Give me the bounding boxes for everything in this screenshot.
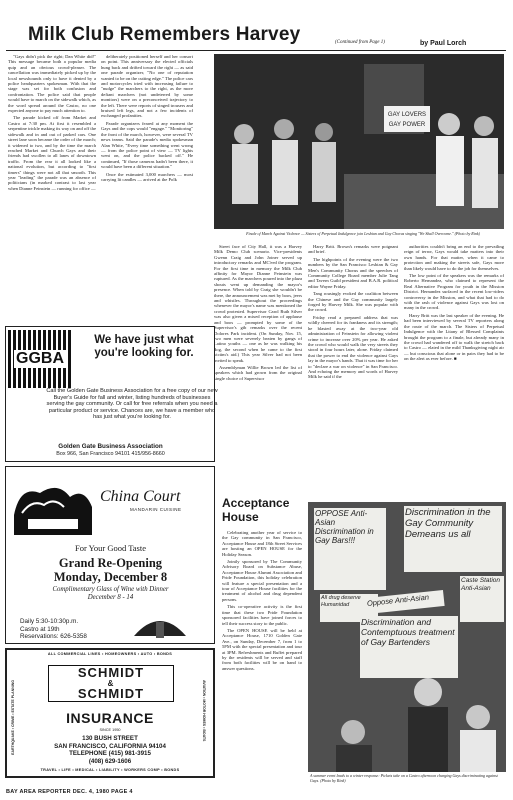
insurance-address: 130 BUSH STREET SAN FRANCISCO, CALIFORNIA 94104 TELEPHONE (415) 981-3915 (408) 629-1606 [54,735,166,765]
picket-photo [308,502,506,772]
china-court-offer: Complimentary Glass of Wine with Dinner December 8 - 14 [52,586,169,602]
insurance-since: SINCE 1950 [99,728,121,732]
article-column-5 [404,244,504,496]
picket-sign: Oppose Anti-Asian [365,590,444,614]
picket-sign: Caste Station Anti-Asian [460,576,504,622]
paragraph: authorities couldn't bring an end to the prevailing reign of terror, Gays would take matters into their own hands. For that matter, when it came to protection and making the streets safe, Gays more than likely would have to do the job for themselves. [404,244,504,271]
paragraph: Once the estimated 3,000 marchers — most carrying lit candles — arrived at the Polk [101,171,193,182]
picket-sign: Discrimination and Contemptuous treatment of Gay Bartenders [360,616,458,678]
ggba-logo: GGBA [8,330,72,388]
page-footer: BAY AREA REPORTER DEC. 4, 1980 PAGE 4 [6,789,133,795]
header-rule [6,50,506,51]
svg-text:GAY LOVERS: GAY LOVERS [387,112,427,118]
ggba-address: Box 966, San Francisco 94101 415/956-8660 [56,451,165,457]
insurance-product: INSURANCE [66,710,154,726]
paragraph: Parade organizers feared at any moment the Gays and the cops would "engage." "Monitoring" the front of the march, however, were several TV news teams. Said the parade's media spokesman Alan White, "Every time something went wrong — from the police point of view — TV lights went on, and the police backed off." He continued, "If those cameras hadn't been there, it would have been a different situation." [101,120,193,170]
insurance-top-band: ALL COMMERCIAL LINES • HOMEOWNERS • AUTO • BONDS [47,652,173,656]
article-column-4 [308,244,398,496]
paragraph: "Gays didn't pick the right; Dan White did!" This message became both a popular media quip and an obvious crowd-pleaser. The cancellation was immediately picked up by the local newshounds only to have it denied by a police headquarters spokesman. With that the stage was set for both confusion and confrontation. The police said that people would have to march on the sidewalk which, as the word spread around the Castro, no one expected anyone to pay much attention to. [8,54,96,114]
article-column-2 [101,54,193,316]
insurance-brand: SCHMIDT & SCHMIDT [48,665,174,702]
paragraph: Tang rousingly evoked the coalition between the Chinese and the Gay community largely forged by Harvey Milk. She was popular with the crowd. [308,291,398,313]
insurance-bottom-band: TRAVEL • LIFE • MEDICAL • LIABILITY • WORKERS COMP • BONDS [40,768,180,772]
picket-photo-caption: A summer event leads to a winter response: Pickets take on a Castro afternoon charging Gays discriminating against Gays. (Photo by Rink) [310,773,498,783]
picket-sign: Discrimination in the Gay Community Demeans us all [404,506,502,572]
march-photo [214,54,504,229]
paragraph: The highpoints of the evening were the two numbers by the San Francisco Lesbian & Gay Men's Community Chorus and the speeches of Community College Board member Julie Tang and Tavern Guild president and B.A.R. political editor Wayne Friday. [308,256,398,289]
paragraph: The low point of the speakers was the remarks of Roberto Hernandez, who claimed to represent the Real Alternative Program for youth in the Mission District. Hernandez surfaced in the recent low-riders controversy in the Mission, and what that had to do with the rash of violence against Gays was lost on many in the crowd. [404,273,504,311]
ggba-headline: We have just what you're looking for. [94,334,194,359]
continued-note: (Continued from Page 1) [335,40,385,45]
paragraph: Jointly sponsored by The Community Advisory Board on Substance Abuse, Acceptance House Alumni Association and Pride Foundation, this holiday celebration will feature a special presentation and a tour of Acceptance House facilities for the treatment of alcohol and drug dependent persons. [222,559,302,602]
article-headline: Milk Club Remembers Harvey [28,24,301,45]
byline: by Paul Lorch [420,40,467,47]
article-column-3 [214,244,302,496]
paragraph: Harry Britt. Brown's remarks were poignant and brief. [308,244,398,255]
china-court-tagline: For Your Good Taste [74,543,147,553]
march-photo-caption: Finale of March Against Violence — Sisters of Perpetual Indulgence join Lesbian and Gay Chorus singing "We Shall Overcome." (Photo by Rink) [246,231,480,236]
paragraph: Assemblyman Willie Brown led the list of speakers which had grown from the original single choice of Supervisor [214,364,302,381]
ggba-body: Call the Golden Gate Business Association for a free copy of our new Buyer's Guide for fall and winter, listing hundreds of businesses serving the gay community. Or call for free referrals when you need a particular product or service. Chances are, we have a member who has just what you're looking for. [46,388,218,421]
ggba-name: Golden Gate Business Association [58,443,163,450]
picket-sign: All drug deserve Humanidad [320,594,378,622]
acceptance-house-column [222,530,302,788]
article-column-1 [8,54,96,316]
paragraph: Friday read a prepared address that was wildly cheered for its frankness and its strength; he blasted away at the two-year old administration of Feinstein for allowing violent crime to increase over 20% per year. He asked the crowd who would walk the very streets they stood in four hours later, alone. Friday claimed that the power to end the violence against Gays lay in the mayor's hands. That it was time for her to "declare a war on violence" in San Francisco. And echoing the memory and words of Harvey Milk he said if the [308,314,398,380]
picket-sign: OPPOSE Anti-Asian Discrimination in Gay Bars!!! [314,508,386,590]
china-court-logo-art [10,475,96,537]
china-court-event: Grand Re-Opening Monday, December 8 [53,556,168,584]
acceptance-house-title: Acceptance House [222,496,290,524]
china-court-lantern-art [130,612,190,640]
paragraph: Harry Britt was the last speaker of the evening. He had been interviewed by several TV reporters along the route of the march. The Sisters of Perpetual Indulgence with the Litany of Blessed Complaints brought the program to a finale, but already many in the crowd had wandered off to walk the stretch back to Castro — elated in the mild Thanksgiving night air — but conscious that alone or in pairs they had to be on the alert as ever before. ■ [404,312,504,362]
insurance-side-right: AVIATION • MOTOR HOMES • BOATS [202,680,206,742]
paragraph: Celebrating another year of service to the Gay community in San Francisco, Acceptance House and 18th Street Services are hosting an OPEN HOUSE for the Holiday Season. [222,530,302,557]
china-court-hours: Daily 5:30-10:30p.m. Castro at 19th Reservations: 626-5358 [20,618,87,641]
paragraph: The parade kicked off from Market and Castro at 7:30 pm. At first it resembled a serpentine trickle making its way on and off the sidewalk and in and out of parked cars. One street lane soon became the order of the march; it widened to two, and by the time the march reached Market and Church Gays and their friends had swollen to all lanes of downtown traffic. From the rear it all looked like a national evolution, but according to "first timers" things were not all that smooth. This year "leading" the parade was an absence of politicians (in marked contrast to last year when Dianne Feinstein — running for office — [8,115,96,191]
china-court-logo: China Court [100,488,181,505]
paragraph: deliberately positioned herself and her consort on point. This anniversary the elected officials hung back and drifted toward the right — as said one parade organizer, "No one of reputation wanted to be on the cutting edge." The police cars and motorcycles tried with increasing failure to "nudge" the marchers to the right, as the more defiant marchers (not undeterred by some monitors) were on a preconceived trajectory to the left. There were reports of singed trousers and bruised left legs, and not a few incidents of exchanged profanities. [101,54,193,119]
china-court-subtitle: MANDARIN CUISINE [130,507,182,512]
insurance-side-left: EARTHQUAKE • CRIME • ESTATE PLANNING [11,680,15,755]
svg-text:GAY POWER: GAY POWER [388,122,426,128]
paragraph: Street face of City Hall, it was a Harvey Milk Demo Club scenario. Vice-presidents Gwenn Craig and John Joiner served up introductory remarks and MC'eed the program. For the first time in memory the Milk Club affinity for Mayor Dianne Feinstein was ruptured. As the marchers poured into the plaza shouts went up demanding the mayor's presence. When told by Craig she wouldn't be there, the announcement was met by boos, jeers and whistles. Throughout the proceedings whenever the mayor's name was mentioned the crowd protested. Supervisor Carol Ruth Silver was also given a mixed reception of applause and boos — prompted by some of the Supervisor's gib remarks over the recent Dolores Park incident. (On Sunday, Nov. 15, two men were severely beaten by gangs of Latino youths — one as he was walking his dog, the second when he came to the first victim's aid.) This year Silver had not been invited to speak. [214,244,302,363]
paragraph: The OPEN HOUSE will be held at Acceptance House, 1710 Golden Gate Ave., on Sunday, December 7, from 1 to 5PM with the special presentation and tour at 3PM. Refreshments and Buffet prepared by the residents will be served and staff from both facilities will be on hand to answer questions. [222,627,302,671]
paragraph: This co-operative activity is the first time that these two Pride Foundation sponsored facilities have joined forces to tell their success story to the public. [222,604,302,626]
